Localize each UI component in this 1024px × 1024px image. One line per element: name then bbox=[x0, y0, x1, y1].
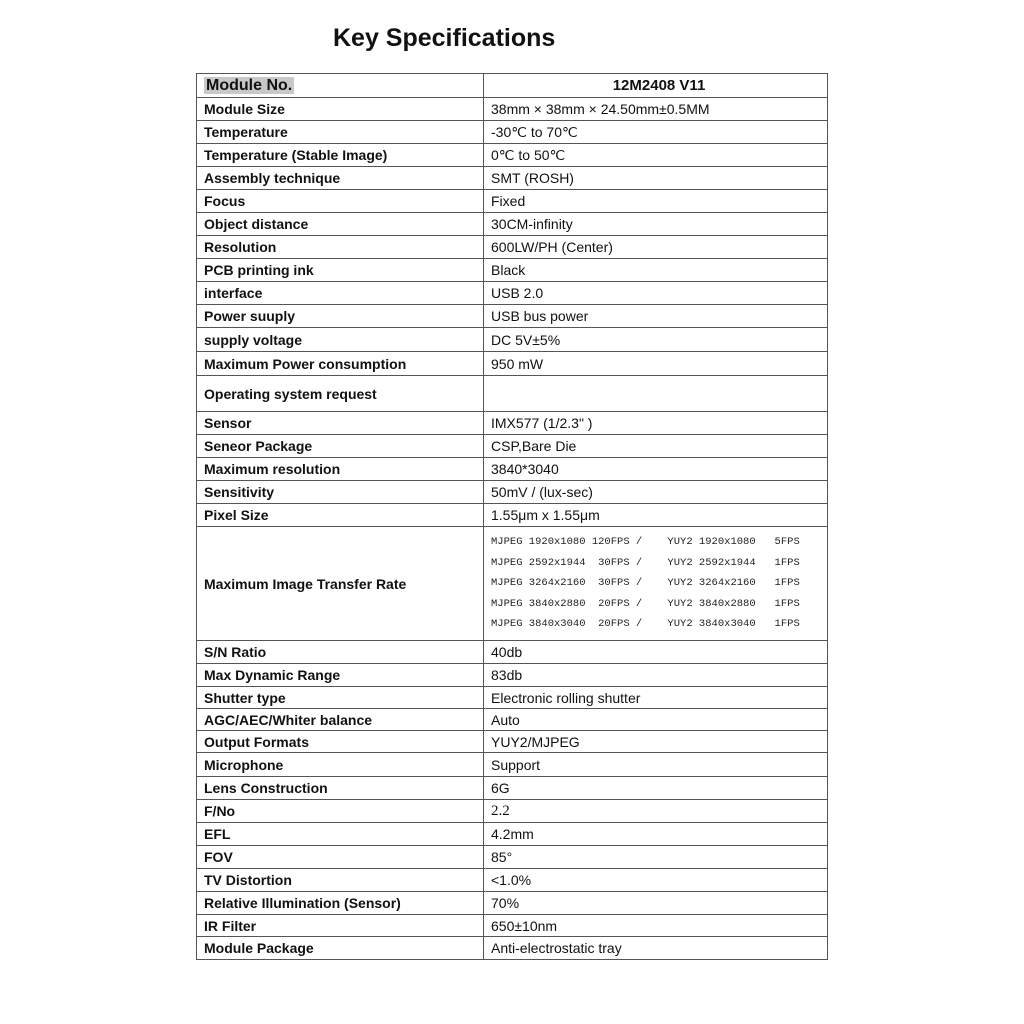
spec-value: USB bus power bbox=[484, 305, 828, 328]
table-row bbox=[197, 236, 828, 259]
spec-label: Module Size bbox=[197, 98, 484, 121]
table-row bbox=[197, 777, 828, 800]
spec-label: interface bbox=[197, 282, 484, 305]
fps-line: MJPEG 2592x1944 30FPS / YUY2 2592x1944 1FPS bbox=[491, 556, 800, 569]
spec-label: PCB printing ink bbox=[197, 259, 484, 282]
spec-value: YUY2/MJPEG bbox=[484, 731, 828, 753]
spec-value: USB 2.0 bbox=[484, 282, 828, 305]
spec-label: Sensitivity bbox=[197, 481, 484, 504]
spec-value: CSP,Bare Die bbox=[484, 435, 828, 458]
spec-label: Output Formats bbox=[197, 731, 484, 753]
spec-value bbox=[484, 376, 828, 412]
table-row bbox=[197, 846, 828, 869]
spec-label: TV Distortion bbox=[197, 869, 484, 892]
spec-value: Support bbox=[484, 753, 828, 777]
spec-label: Focus bbox=[197, 190, 484, 213]
spec-value: <1.0% bbox=[484, 869, 828, 892]
spec-table bbox=[196, 73, 828, 960]
spec-value: 2.2 bbox=[484, 800, 828, 823]
spec-label: IR Filter bbox=[197, 915, 484, 937]
table-row bbox=[197, 915, 828, 937]
spec-label: Maximum Power consumption bbox=[197, 352, 484, 376]
spec-label: F/No bbox=[197, 800, 484, 823]
spec-value: DC 5V±5% bbox=[484, 328, 828, 352]
table-row bbox=[197, 753, 828, 777]
spec-label: Sensor bbox=[197, 412, 484, 435]
spec-value: 30CM-infinity bbox=[484, 213, 828, 236]
spec-label: AGC/AEC/Whiter balance bbox=[197, 709, 484, 731]
table-row bbox=[197, 800, 828, 823]
fps-line: MJPEG 3264x2160 30FPS / YUY2 3264x2160 1FPS bbox=[491, 577, 800, 590]
table-row bbox=[197, 664, 828, 687]
spec-value: 1.55μm x 1.55μm bbox=[484, 504, 828, 527]
spec-value: Electronic rolling shutter bbox=[484, 687, 828, 709]
spec-value: 950 mW bbox=[484, 352, 828, 376]
header-value: 12M2408 V11 bbox=[484, 74, 828, 98]
spec-value: 0℃ to 50℃ bbox=[484, 144, 828, 167]
table-row bbox=[197, 376, 828, 412]
table-row bbox=[197, 481, 828, 504]
table-row bbox=[197, 98, 828, 121]
table-row bbox=[197, 412, 828, 435]
spec-label: Resolution bbox=[197, 236, 484, 259]
table-row bbox=[197, 709, 828, 731]
spec-value: 83db bbox=[484, 664, 828, 687]
spec-label: EFL bbox=[197, 823, 484, 846]
spec-label: Operating system request bbox=[197, 376, 484, 412]
spec-label: Assembly technique bbox=[197, 167, 484, 190]
spec-label: Shutter type bbox=[197, 687, 484, 709]
spec-value: Fixed bbox=[484, 190, 828, 213]
spec-value: Auto bbox=[484, 709, 828, 731]
table-row bbox=[197, 190, 828, 213]
spec-value: 3840*3040 bbox=[484, 458, 828, 481]
spec-label: Maximum Image Transfer Rate bbox=[197, 527, 484, 641]
table-row bbox=[197, 687, 828, 709]
table-row bbox=[197, 144, 828, 167]
spec-value: 85° bbox=[484, 846, 828, 869]
table-row bbox=[197, 527, 828, 641]
spec-label: Power suuply bbox=[197, 305, 484, 328]
spec-label: Pixel Size bbox=[197, 504, 484, 527]
spec-label: Maximum resolution bbox=[197, 458, 484, 481]
header-row bbox=[197, 74, 828, 98]
spec-label: Temperature (Stable Image) bbox=[197, 144, 484, 167]
fps-line: MJPEG 3840x3040 20FPS / YUY2 3840x3040 1FPS bbox=[491, 618, 800, 631]
spec-value: SMT (ROSH) bbox=[484, 167, 828, 190]
spec-label: Max Dynamic Range bbox=[197, 664, 484, 687]
spec-value: 600LW/PH (Center) bbox=[484, 236, 828, 259]
fps-line: MJPEG 3840x2880 20FPS / YUY2 3840x2880 1FPS bbox=[491, 597, 800, 610]
table-row bbox=[197, 167, 828, 190]
spec-label: FOV bbox=[197, 846, 484, 869]
table-row bbox=[197, 352, 828, 376]
table-row bbox=[197, 213, 828, 236]
spec-value: 70% bbox=[484, 892, 828, 915]
table-row bbox=[197, 641, 828, 664]
table-row bbox=[197, 937, 828, 960]
table-row bbox=[197, 282, 828, 305]
spec-label: S/N Ratio bbox=[197, 641, 484, 664]
spec-value: 650±10nm bbox=[484, 915, 828, 937]
table-row bbox=[197, 259, 828, 282]
spec-label: Seneor Package bbox=[197, 435, 484, 458]
table-row bbox=[197, 823, 828, 846]
spec-value: 50mV / (lux-sec) bbox=[484, 481, 828, 504]
spec-label: Microphone bbox=[197, 753, 484, 777]
spec-value: 4.2mm bbox=[484, 823, 828, 846]
spec-value: 38mm × 38mm × 24.50mm±0.5MM bbox=[484, 98, 828, 121]
spec-label: supply voltage bbox=[197, 328, 484, 352]
spec-value: 40db bbox=[484, 641, 828, 664]
transfer-rate-cell bbox=[484, 527, 828, 641]
table-row bbox=[197, 504, 828, 527]
spec-value: Black bbox=[484, 259, 828, 282]
spec-value: 6G bbox=[484, 777, 828, 800]
spec-value: -30℃ to 70℃ bbox=[484, 121, 828, 144]
spec-label: Relative Illumination (Sensor) bbox=[197, 892, 484, 915]
table-row bbox=[197, 731, 828, 753]
table-row bbox=[197, 435, 828, 458]
spec-value: Anti-electrostatic tray bbox=[484, 937, 828, 960]
page-title: Key Specifications bbox=[333, 24, 556, 52]
spec-label: Temperature bbox=[197, 121, 484, 144]
spec-label: Lens Construction bbox=[197, 777, 484, 800]
table-row bbox=[197, 892, 828, 915]
header-label: Module No. bbox=[206, 76, 293, 94]
spec-value: IMX577 (1/2.3" ) bbox=[484, 412, 828, 435]
spec-label: Object distance bbox=[197, 213, 484, 236]
table-row bbox=[197, 869, 828, 892]
table-row bbox=[197, 305, 828, 328]
table-row bbox=[197, 121, 828, 144]
header-label-cell bbox=[197, 74, 484, 98]
spec-label: Module Package bbox=[197, 937, 484, 960]
fps-line: MJPEG 1920x1080 120FPS / YUY2 1920x1080 5FPS bbox=[491, 536, 800, 549]
table-row bbox=[197, 458, 828, 481]
table-row bbox=[197, 328, 828, 352]
